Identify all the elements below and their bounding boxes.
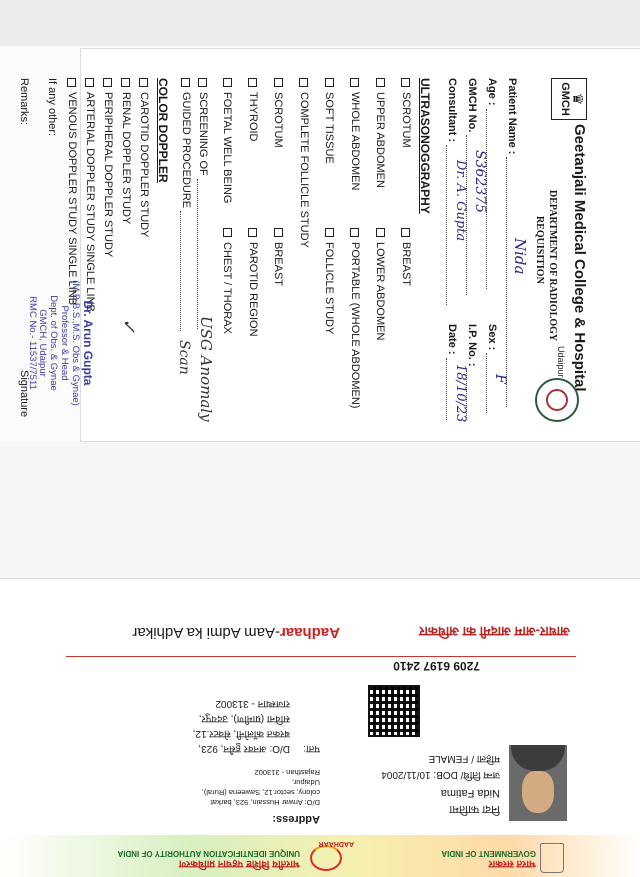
requisition-form — [18, 78, 589, 428]
guided-procedure-field — [180, 78, 191, 331]
ultrasonography-option[interactable] — [222, 228, 233, 334]
ip-no-label: I.P. No. : — [466, 324, 478, 367]
holder-name-english: Nida Fatima — [440, 787, 500, 799]
stamp-qualification: (M.B.B.S.,M.S. Obs & Gynae) — [70, 280, 82, 406]
color-doppler-option[interactable] — [102, 78, 113, 257]
holder-name-hindi: निदा फातिमा — [449, 803, 500, 815]
department-title: DEPARTMENT OF RADIOLOGY — [547, 190, 558, 342]
photo-body — [511, 745, 565, 771]
holder-dob: जन्म तिथि/ DOB: 10/11/2004 — [381, 769, 500, 780]
gmch-no-label: GMCH No. — [466, 78, 478, 133]
ultrasonography-option[interactable] — [375, 78, 386, 188]
ultrasonography-title: ULTRASONOGGRAPHY — [418, 78, 432, 214]
address-title: Address: — [272, 813, 320, 825]
screening-label: SCREENING OF — [197, 92, 209, 176]
aadhaar-slogan-english — [132, 624, 340, 641]
ultrasonography-option-label: UPPER ABDOMEN — [374, 92, 387, 188]
sex-label: Sex : — [486, 324, 498, 351]
checkbox[interactable] — [198, 78, 207, 87]
handwritten-note-scan: Scan — [176, 340, 192, 375]
ultrasonography-option[interactable] — [273, 228, 284, 286]
logo-abbr: GMCH — [559, 82, 571, 116]
checkbox[interactable] — [325, 228, 334, 237]
ultrasonography-option[interactable] — [349, 228, 360, 408]
ultrasonography-option[interactable] — [349, 78, 360, 190]
hospital-city: Udaipur — [556, 346, 566, 378]
screening-line — [197, 179, 208, 329]
date-label: Date : — [446, 324, 458, 355]
patient-name-value: Nida — [511, 238, 529, 275]
color-doppler-option[interactable] — [120, 78, 131, 224]
ultrasonography-option[interactable] — [324, 228, 335, 334]
ultrasonography-option-label: BREAST — [272, 242, 285, 287]
color-doppler-title: COLOR DOPPLER — [156, 78, 170, 183]
if-any-other-label: If any other: — [46, 78, 58, 137]
checkbox[interactable] — [274, 228, 283, 237]
checkbox[interactable] — [181, 78, 190, 87]
color-doppler-option-label: RENAL DOPPLER STUDY — [120, 92, 132, 225]
stamp-title: Professor & Head — [59, 305, 71, 381]
checkbox[interactable] — [376, 228, 385, 237]
photo-face — [522, 771, 554, 813]
hospital-seal-icon — [535, 378, 579, 422]
checkbox[interactable] — [139, 78, 148, 87]
ultrasonography-option[interactable] — [375, 228, 386, 340]
ultrasonography-option[interactable] — [324, 78, 335, 164]
aadhaar-divider-line — [66, 656, 576, 657]
gmch-no-value: S362375 — [472, 150, 488, 214]
ultrasonography-option-label: WHOLE ABDOMEN — [349, 92, 361, 191]
ultrasonography-option-label: LOWER ABDOMEN — [374, 242, 387, 341]
checkbox[interactable] — [67, 78, 76, 87]
ultrasonography-option[interactable] — [400, 228, 411, 286]
ultrasonography-option[interactable] — [247, 78, 258, 142]
address-english-line3: Udaipur, — [292, 778, 320, 787]
aadhaar-number: 7209 6197 2410 — [393, 659, 480, 673]
checkbox[interactable] — [350, 228, 359, 237]
holder-photo — [509, 745, 567, 821]
patient-name-label: Patient Name : — [506, 78, 518, 155]
remarks-label: Remarks: — [18, 78, 30, 126]
ultrasonography-option-label: BREAST — [400, 242, 412, 287]
scan-top-margin — [0, 0, 640, 46]
ultrasonography-option-label: FOLLICLE STUDY — [323, 242, 336, 335]
aadhaar-logo-label: AADHAAR — [318, 840, 354, 847]
form-header — [529, 78, 589, 428]
address-hindi-line2: बरकत कॉलोनी, सेक्टर.12, — [192, 728, 290, 739]
address-hindi-line4: राजस्थान - 313002 — [215, 698, 290, 709]
scan-middle-gap — [0, 442, 640, 576]
government-of-india-english: GOVERNMENT OF INDIA — [441, 849, 536, 858]
government-of-india-hindi: भारत सरकार — [488, 858, 536, 869]
stamp-rmc-number: RMC No.- 11537/7511 — [26, 296, 38, 390]
ultrasonography-option-label: PAROTID REGION — [247, 242, 259, 337]
address-hindi-title: पता: — [303, 743, 320, 754]
ultrasonography-option[interactable] — [298, 78, 309, 248]
aadhaar-card — [0, 578, 640, 877]
stamp-name: Dr. Arun Gupta — [81, 300, 95, 386]
checkbox[interactable] — [248, 228, 257, 237]
checkbox[interactable] — [401, 228, 410, 237]
aadhaar-slogan-word: Aadhaar — [279, 624, 340, 641]
checkbox[interactable] — [350, 78, 359, 87]
ultrasonography-option-label: SOFT TISSUE — [323, 92, 336, 164]
aadhaar-card-content — [0, 579, 640, 877]
guided-procedure-label: GUIDED PROCEDURE — [180, 92, 192, 209]
screening-field — [197, 78, 208, 329]
stamp-organization: GMCH, Udaipur — [37, 309, 49, 377]
holder-gender: महिला / FEMALE — [428, 753, 500, 764]
uidai-english: UNIQUE IDENTIFICATION AUTHORITY OF INDIA — [117, 849, 300, 858]
address-english-line4: Rajasthan - 313002 — [254, 768, 320, 777]
checkbox[interactable] — [274, 78, 283, 87]
sex-field — [486, 324, 497, 413]
handwritten-note-usg-anomaly: USG Anomaly — [197, 316, 215, 422]
color-doppler-option-label: ARTERIAL DOPPLER STUDY SINGLE LINB — [84, 92, 96, 312]
sex-value: F — [492, 374, 508, 384]
checkbox[interactable] — [223, 228, 232, 237]
address-english-line2: colony, sector.12, Saweena (Rural), — [201, 788, 320, 797]
color-doppler-option-label: PERIPHERAL DOPPLER STUDY — [102, 92, 114, 258]
ultrasonography-option-label: SCROTUM — [400, 92, 412, 148]
ultrasonography-option[interactable] — [222, 78, 233, 203]
checkbox[interactable] — [103, 78, 112, 87]
uidai-hindi: भारतीय विशिष्ट पहचान प्राधिकरण — [178, 858, 300, 869]
signature-label: Signature — [18, 370, 30, 418]
checkbox[interactable] — [299, 78, 308, 87]
ultrasonography-option-label: THYROID — [247, 92, 259, 142]
aadhaar-qr-code — [368, 685, 420, 737]
ultrasonography-option-label: PORTABLE (WHOLE ABDOMEN) — [349, 242, 361, 409]
address-hindi-line1: D/O: अनवर हुसैन, 923, — [198, 743, 290, 754]
color-doppler-option-label: CAROTID DOPPLER STUDY — [138, 92, 150, 238]
color-doppler-option-label: VENOUS DOPPLER STUDY SINGLE LINB — [66, 92, 78, 306]
ultrasonography-option-label: CHEST / THORAX — [221, 242, 234, 334]
address-english-line1: D/O: Anwar Hussain, 923, barkat — [210, 798, 320, 807]
aadhaar-slogan-hindi: आधार-आम आदमी का अधिकार — [419, 624, 570, 639]
stamp-department: Dept. of Obs. & Gynae — [48, 295, 60, 391]
checkbox[interactable] — [325, 78, 334, 87]
ultrasonography-option-label: COMPLETE FOLLICLE STUDY — [298, 92, 310, 248]
color-doppler-option[interactable] — [138, 78, 149, 237]
ultrasonography-option[interactable] — [273, 78, 284, 148]
consultant-label: Consultant : — [446, 78, 458, 143]
national-emblem-icon — [540, 843, 564, 873]
doctor-stamp — [26, 258, 94, 428]
patient-name-line — [506, 157, 517, 407]
aadhaar-logo-icon — [310, 845, 342, 871]
checkbox[interactable] — [376, 78, 385, 87]
ultrasonography-option-label: FOETAL WELL BEING — [221, 92, 234, 204]
checkmark-icon: ✓ — [118, 318, 139, 334]
date-value: 18/10/23 — [453, 364, 468, 423]
checkbox[interactable] — [248, 78, 257, 87]
checkbox[interactable] — [121, 78, 130, 87]
aadhaar-slogan-rest: -Aam Admi ka Adhikar — [132, 624, 280, 641]
crown-icon: ♛ — [570, 92, 586, 106]
hospital-name: Geetanjali Medical College & Hospital — [571, 124, 588, 392]
address-hindi-line3: सविना (ग्रामीण), उदयपुर, — [198, 713, 290, 724]
guided-procedure-line — [180, 211, 191, 331]
checkbox[interactable] — [401, 78, 410, 87]
checkbox[interactable] — [223, 78, 232, 87]
age-label: Age : — [486, 78, 498, 106]
ultrasonography-option-label: SCROTUM — [272, 92, 285, 148]
gmch-logo — [551, 78, 587, 120]
ultrasonography-option[interactable] — [400, 78, 411, 148]
ultrasonography-option[interactable] — [247, 228, 258, 337]
checkbox[interactable] — [85, 78, 94, 87]
consultant-value: Dr. A. Gupta — [453, 160, 468, 242]
requisition-title: REQUISITION — [534, 216, 545, 284]
